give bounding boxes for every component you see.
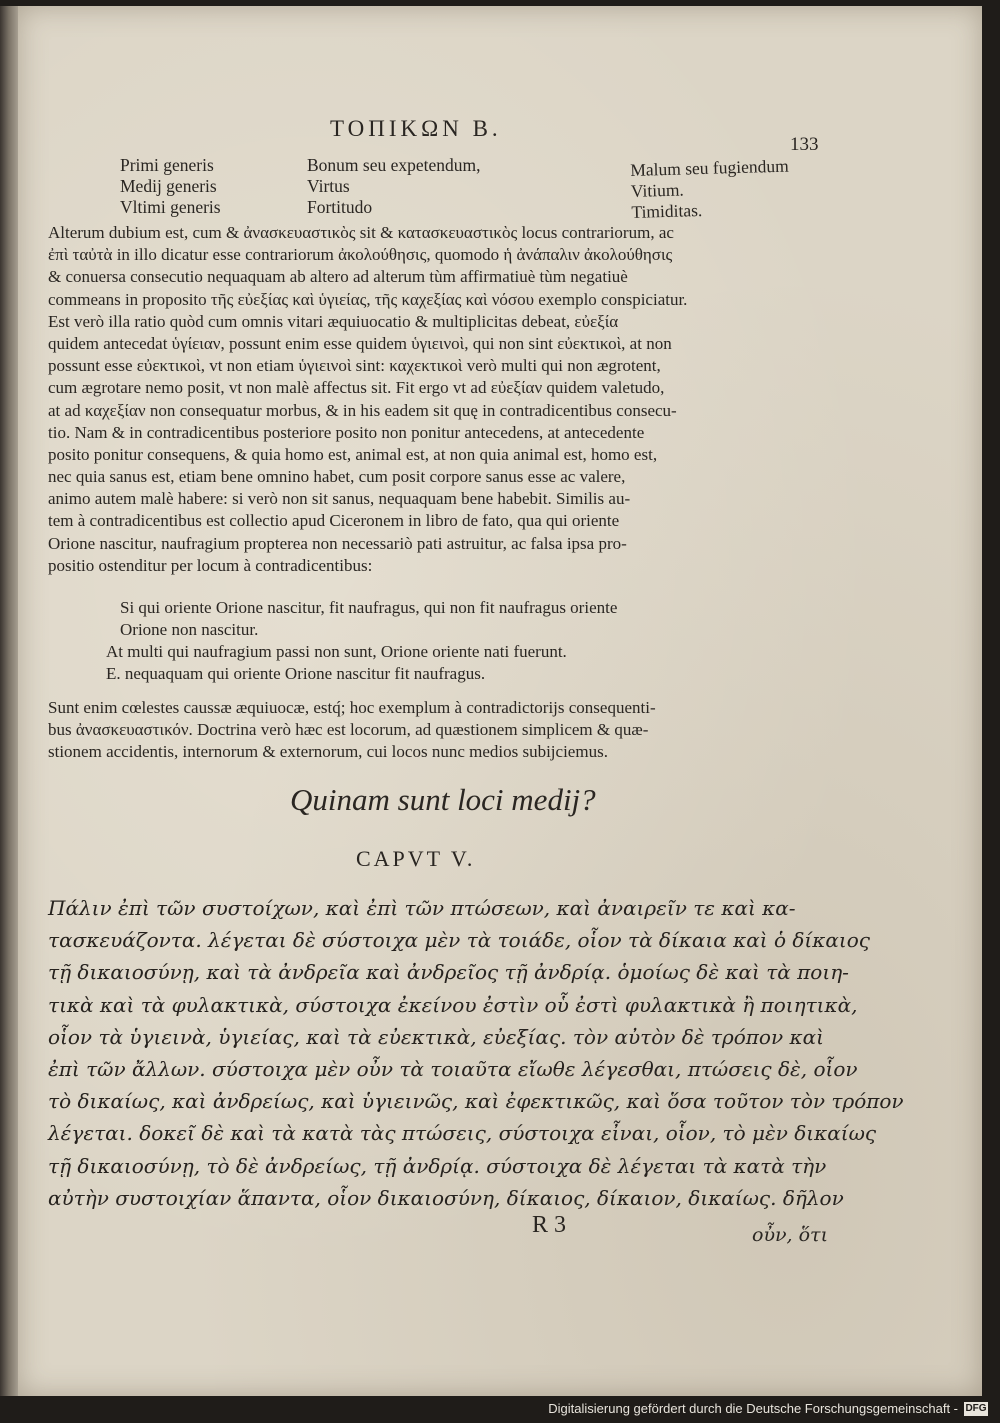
closing-paragraph	[48, 697, 656, 763]
text-line: posito ponitur consequens, & quia homo est, animal est, at non quia animal est, homo est,	[48, 444, 658, 464]
text-line: Sunt enim cœlestes caussæ æquiuocæ, estq́; hoc exemplum à contradictorijs consequenti-	[48, 698, 656, 717]
chapter-heading: CAPVT V.	[356, 846, 476, 871]
table-cell: Virtus	[307, 176, 350, 196]
digitization-credit: Digitalisierung gefördert durch die Deutsche Forschungsgemeinschaft -	[548, 1401, 958, 1416]
text-line: commeans in proposito τῆς εὐεξίας καὶ ὑγιείας, τῆς καχεξίας καὶ νόσου exemplo conspiciatur.	[48, 289, 688, 309]
text-line: tem à contradicentibus est collectio apud Ciceronem in libro de fato, qua qui oriente	[48, 511, 620, 531]
text-line: possunt esse εὐεκτικοὶ, vt non etiam ὑγιεινοὶ sint: καχεκτικοὶ verò multi qui non ægrotent,	[48, 356, 661, 376]
text-line: tio. Nam & in contradicentibus posteriore posito non ponitur antecedens, at antecedente	[48, 422, 645, 442]
table-cell: Vltimi generis	[120, 197, 221, 217]
text-line: Alterum dubium est, cum & ἀνασκευαστικὸς sit & κατασκευαστικὸς locus contrariorum, ac	[48, 223, 674, 242]
table-column-good	[307, 155, 481, 218]
greek-text-block	[48, 892, 904, 1214]
text-line: λέγεται. δοκεῖ δὲ καὶ τὰ κατὰ τὰς πτώσεις, σύστοιχα εἶναι, οἷον, τὸ μὲν δικαίως	[48, 1121, 877, 1146]
catchword: οὖν, ὅτι	[752, 1224, 829, 1246]
dfg-logo-icon: DFG	[965, 1403, 987, 1414]
text-line: ἐπὶ ταὐτὰ in illo dicatur esse contrariorum ἀκολούθησις, quomodo ἡ ἀνάπαλιν ἀκολούθησις	[48, 245, 673, 265]
signature-mark: R 3	[532, 1212, 567, 1238]
table-cell: Timiditas.	[631, 200, 703, 222]
text-line: At multi qui naufragium passi non sunt, Orione oriente nati fuerunt.	[106, 642, 567, 661]
table-cell: Vitium.	[630, 179, 685, 201]
text-line: positio ostenditur per locum à contradicentibus:	[48, 555, 373, 575]
text-line: Est verò illa ratio quòd cum omnis vitari æquiuocatio & multiplicitas debeat, εὐεξία	[48, 311, 619, 331]
table-column-bad	[630, 156, 790, 223]
text-line: Πάλιν ἐπὶ τῶν συστοίχων, καὶ ἐπὶ τῶν πτώσεων, καὶ ἀναιρεῖν τε καὶ κα-	[48, 896, 796, 920]
table-cell: Medij generis	[120, 176, 217, 196]
table-cell: Primi generis	[120, 155, 214, 175]
text-line: τασκευάζοντα. λέγεται δὲ σύστοιχα μὲν τὰ τοιάδε, οἷον τὰ δίκαια καὶ ὁ δίκαιος	[48, 928, 870, 953]
text-line: nec quia sanus est, etiam bene omnino habet, cum posit corpore sanus esse ac valere,	[48, 467, 626, 487]
text-line: cum ægrotare nemo posit, vt non malè affectus sit. Fit ergo vt ad εὐεξίαν quidem valetudo,	[48, 378, 665, 398]
text-line: at ad καχεξίαν non consequatur morbus, & in his eadem sit quę in contradicentibus consecu-	[48, 400, 677, 420]
text-line: αὐτὴν συστοιχίαν ἅπαντα, οἷον δικαιοσύνη, δίκαιος, δίκαιον, δικαίως. δῆλον	[48, 1185, 844, 1210]
text-line: τῇ δικαιοσύνῃ, καὶ τὰ ἀνδρεῖα καὶ ἀνδρεῖος τῇ ἀνδρίᾳ. ὁμοίως δὲ καὶ τὰ ποιη-	[48, 960, 849, 985]
text-line: E. nequaquam qui oriente Orione nascitur fit naufragus.	[106, 664, 486, 683]
text-line: ἐπὶ τῶν ἄλλων. σύστοιχα μὲν οὖν τὰ τοιαῦτα εἴωθε λέγεσθαι, πτώσεις δὲ, οἷον	[48, 1056, 858, 1081]
text-line: animo autem malè habere: si verò non sit sanus, nequaquam bene habebit. Similis au-	[48, 489, 631, 509]
syllogism-minor-conclusion	[106, 640, 567, 684]
text-line: stionem accidentis, internorum & externorum, cui locos nunc medios subijciemus.	[48, 742, 608, 761]
table-cell: Bonum seu expetendum,	[307, 155, 481, 175]
text-line: οἷον τὰ ὑγιεινὰ, ὑγιείας, καὶ τὰ εὐεκτικὰ, εὐεξίας. τὸν αὐτὸν δὲ τρόπον καὶ	[48, 1024, 824, 1049]
text-line: & conuersa consecutio nequaquam ab altero ad alterum tùm affirmatiuè tùm negatiuè	[48, 267, 628, 287]
running-head: ΤΟΠΙΚΩΝ Β.	[330, 116, 502, 141]
text-line: bus ἀνασκευαστικόν. Doctrina verò hæc est locorum, ad quæstionem simplicem & quæ-	[48, 720, 649, 739]
text-line: Si qui oriente Orione nascitur, fit naufragus, qui non fit naufragus oriente	[120, 598, 618, 617]
text-line: Orione nascitur, naufragium propterea non necessariò pati astruitur, ac falsa ipsa pro-	[48, 533, 627, 553]
text-line: τὸ δικαίως, καὶ ἀνδρείως, καὶ ὑγιεινῶς, καὶ ἐφεκτικῶς, καὶ ὅσα τοῦτον τὸν τρόπον	[48, 1089, 904, 1114]
syllogism-major	[120, 596, 617, 640]
table-cell: Fortitudo	[307, 197, 373, 217]
table-cell: Malum seu fugiendum	[630, 155, 789, 180]
text-line: τικὰ καὶ τὰ φυλακτικὰ, σύστοιχα ἐκείνου ἐστὶν οὗ ἐστὶ φυλακτικὰ ἢ ποιητικὰ,	[48, 992, 858, 1017]
text-line: Orione non nascitur.	[120, 620, 259, 639]
body-paragraph	[48, 222, 687, 577]
question-heading: Quinam sunt loci medij?	[290, 782, 596, 817]
text-line: quidem antecedat ὑγίειαν, possunt enim esse quidem ὑγιεινοὶ, qui non sint εὐεκτικοὶ, at non	[48, 333, 672, 353]
table-column-genus	[120, 155, 221, 218]
text-line: τῇ δικαιοσύνῃ, τὸ δὲ ἀνδρείως, τῇ ἀνδρίᾳ. σύστοιχα δὲ λέγεται τὰ κατὰ τὴν	[48, 1153, 827, 1178]
page-number: 133	[790, 134, 819, 155]
